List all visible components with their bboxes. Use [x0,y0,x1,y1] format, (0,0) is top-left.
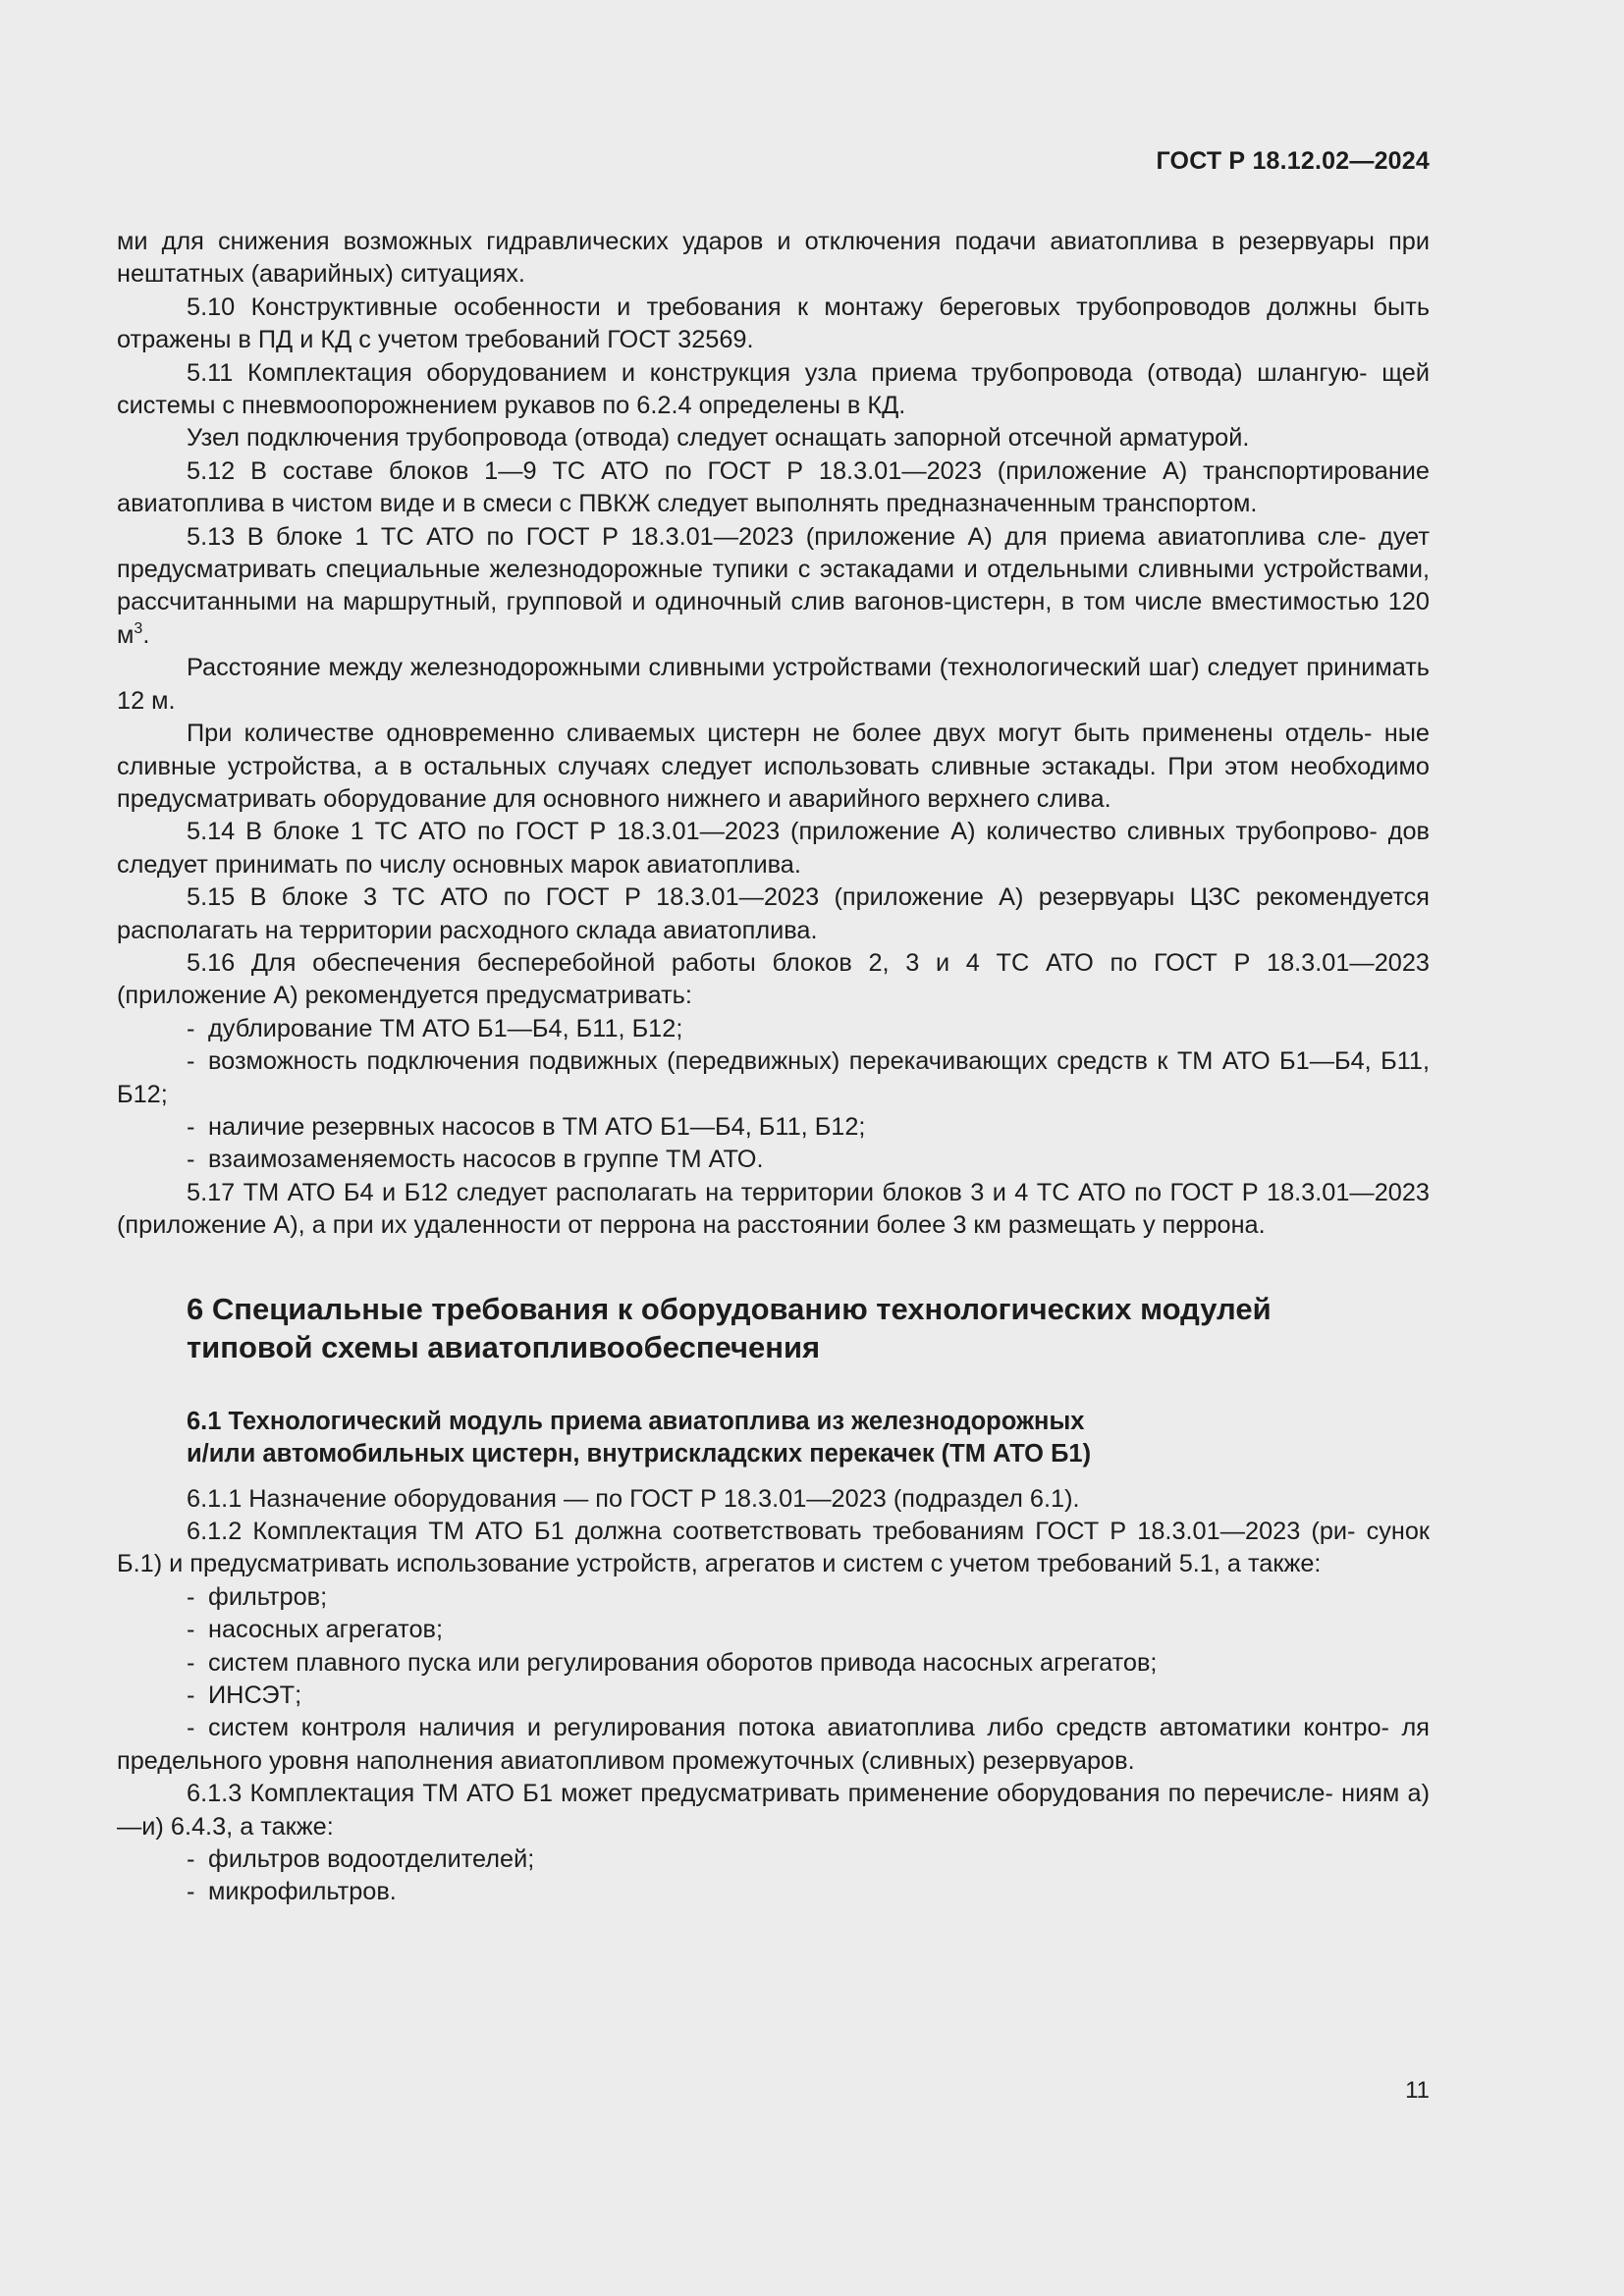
list-marker: - [187,1648,195,1677]
page-number: 11 [1405,2077,1430,2104]
paragraph: Узел подключения трубопровода (отвода) следует оснащать запорной отсечной арматурой. [187,424,1250,453]
list-item-text: фильтров водоотделителей; [208,1845,535,1874]
list-marker: - [187,1112,195,1141]
list-marker: - [187,1047,195,1076]
list-item-text: фильтров; [208,1582,328,1611]
list-marker: - [187,1682,195,1710]
list-item-text: наличие резервных насосов в ТМ АТО Б1—Б4, Б11, Б12; [208,1112,866,1141]
document-number-header: ГОСТ Р 18.12.02—2024 [1156,147,1430,175]
section-heading-6 [187,1290,1430,1366]
paragraph: ми для снижения возможных гидравлических ударов и отключения подачи авиатоплива в резервуары при нештатных (аварийных) ситуациях. [117,228,1430,289]
list-item [117,1712,1430,1778]
paragraph-text-end: . [142,620,150,649]
subsection-heading-6-1 [187,1406,1430,1470]
heading-line: 6 Специальные требования к оборудованию технологических модулей [187,1291,1272,1326]
paragraph-5-16: 5.16 Для обеспечения бесперебойной работы блоков 2, 3 и 4 ТС АТО по ГОСТ Р 18.3.01—2023 (приложение А) рекомендуется предусматривать: [117,948,1430,1010]
paragraph-6-1-3: 6.1.3 Комплектация ТМ АТО Б1 может предусматривать применение оборудования по перечисле- ниям а)—и) 6.4.3, а также: [117,1780,1430,1841]
list-marker: - [187,1616,195,1644]
list-item [117,1581,1430,1614]
list-marker: - [187,1014,195,1042]
superscript: 3 [134,619,143,637]
list-item-text: возможность подключения подвижных (передвижных) перекачивающих средств к ТМ АТО Б1—Б4, Б11, Б12; [117,1047,1430,1108]
heading-line: и/или автомобильных цистерн, внутрискладских перекачек (ТМ АТО Б1) [187,1439,1092,1468]
list-marker: - [187,1714,195,1742]
list-item [117,1876,1430,1908]
list-item [117,1843,1430,1876]
list-item-text: систем контроля наличия и регулирования потока авиатоплива либо средств автоматики контро- ля предельного уровня наполнения авиатопливом промежуточных (сливных) резервуаров. [117,1714,1430,1775]
list-item [117,1647,1430,1680]
heading-line: типовой схемы авиатопливообеспечения [187,1329,821,1364]
list-item-text: микрофильтров. [208,1878,397,1906]
list-marker: - [187,1146,195,1174]
paragraph-5-14: 5.14 В блоке 1 ТС АТО по ГОСТ Р 18.3.01—2023 (приложение А) количество сливных трубопрово- дов следует принимать по числу основных марок авиатоплива. [117,818,1430,879]
paragraph-5-17: 5.17 ТМ АТО Б4 и Б12 следует располагать на территории блоков 3 и 4 ТС АТО по ГОСТ Р 18.3.01—2023 (приложение А), а при их удаленности от перрона на расстоянии более 3 км размещать у перрона. [117,1178,1430,1240]
list-item-text: насосных агрегатов; [208,1616,443,1644]
paragraph-text: 5.13 В блоке 1 ТС АТО по ГОСТ Р 18.3.01—2023 (приложение А) для приема авиатоплива сле- дует предусматривать специальные железнодорожные тупики с эстакадами и отдельными сливными устройствами, рассчитанными на маршрутный, групповой и одиночный слив вагонов-цистерн, в том числе вместимостью 120 м [117,522,1430,649]
paragraph-5-12: 5.12 В составе блоков 1—9 ТС АТО по ГОСТ Р 18.3.01—2023 (приложение А) транспортирование авиатоплива в чистом виде и в смеси с ПВКЖ следует выполнять предназначенным транспортом. [117,456,1430,518]
list-item-text: дублирование ТМ АТО Б1—Б4, Б11, Б12; [208,1014,683,1042]
list-marker: - [187,1878,195,1906]
paragraph: Расстояние между железнодорожными сливными устройствами (технологический шаг) следует принимать 12 м. [117,654,1430,715]
document-body [117,226,1430,1909]
list-item [117,1144,1430,1176]
paragraph-6-1-1: 6.1.1 Назначение оборудования — по ГОСТ Р 18.3.01—2023 (подраздел 6.1). [187,1484,1080,1513]
list-item [117,1013,1430,1045]
paragraph-6-1-2: 6.1.2 Комплектация ТМ АТО Б1 должна соответствовать требованиям ГОСТ Р 18.3.01—2023 (ри- сунок Б.1) и предусматривать использование устройств, агрегатов и систем с учетом требований 5.1, а также: [117,1518,1430,1578]
list-item-text: систем плавного пуска или регулирования оборотов привода насосных агрегатов; [208,1648,1158,1677]
list-item-text: взаимозаменяемость насосов в группе ТМ АТО. [208,1146,764,1174]
list-item-text: ИНСЭТ; [208,1682,302,1710]
paragraph-5-10: 5.10 Конструктивные особенности и требования к монтажу береговых трубопроводов должны быть отражены в ПД и КД с учетом требований ГОСТ 32569. [117,293,1430,354]
paragraph-5-11: 5.11 Комплектация оборудованием и конструкция узла приема трубопровода (отвода) шлангую- щей системы с пневмоопорожнением рукавов по 6.2.4 определены в КД. [117,358,1430,420]
list-marker: - [187,1582,195,1611]
list-item [117,1111,1430,1144]
paragraph: При количестве одновременно сливаемых цистерн не более двух могут быть применены отдель- ные сливные устройства, а в остальных случаях следует использовать сливные эстакады. При этом необходимо предусматривать оборудование для основного нижнего и аварийного верхнего слива. [117,720,1430,813]
list-marker: - [187,1845,195,1874]
paragraph-5-15: 5.15 В блоке 3 ТС АТО по ГОСТ Р 18.3.01—2023 (приложение А) резервуары ЦЗС рекомендуется располагать на территории расходного склада авиатоплива. [117,883,1430,944]
paragraph-5-13 [117,521,1430,653]
list-item [117,1045,1430,1111]
heading-line: 6.1 Технологический модуль приема авиатоплива из железнодорожных [187,1407,1085,1435]
list-item [117,1680,1430,1712]
list-item [117,1614,1430,1646]
